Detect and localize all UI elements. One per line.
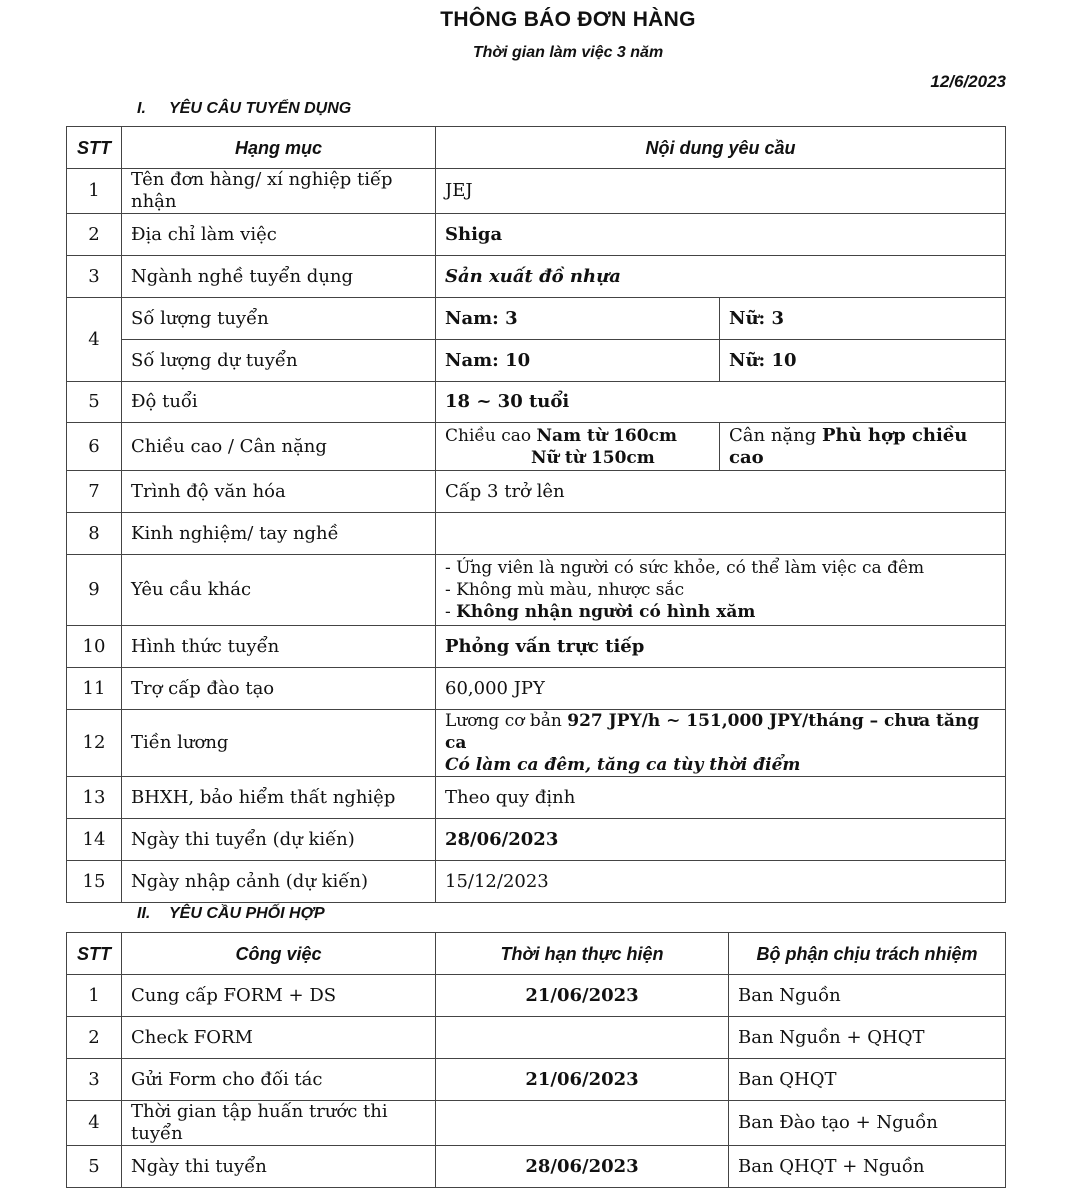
section-2-title: YÊU CẦU PHỐI HỢP xyxy=(169,905,325,922)
row-number: 1 xyxy=(67,975,122,1017)
weight-value: Phù hợp chiều cao xyxy=(729,424,968,468)
column-header-stt: STT xyxy=(67,933,122,975)
table-row xyxy=(67,340,1006,382)
row-number: 9 xyxy=(67,555,122,626)
row-label: Trình độ văn hóa xyxy=(122,471,436,513)
department: Ban Đào tạo + Nguồn xyxy=(729,1101,1006,1146)
coordination-table xyxy=(66,932,1006,1188)
table-row xyxy=(67,513,1006,555)
row-number: 5 xyxy=(67,1146,122,1188)
table-row xyxy=(67,975,1006,1017)
document-date: 12/6/2023 xyxy=(930,72,1006,91)
row-number: 6 xyxy=(67,423,122,471)
salary-details xyxy=(436,710,1006,777)
column-header-category: Hạng mục xyxy=(122,127,436,169)
table-row xyxy=(67,214,1006,256)
row-value: Phỏng vấn trực tiếp xyxy=(436,626,1006,668)
requirement-bullet: - xyxy=(445,602,457,622)
row-number: 1 xyxy=(67,169,122,214)
department: Ban QHQT + Nguồn xyxy=(729,1146,1006,1188)
table-row xyxy=(67,626,1006,668)
table-row xyxy=(67,169,1006,214)
section-2-heading xyxy=(137,905,325,923)
task-name: Check FORM xyxy=(122,1017,436,1059)
section-1-number: I. xyxy=(137,100,146,117)
weight-prefix: Cân nặng xyxy=(729,424,817,446)
row-label: Số lượng tuyển xyxy=(122,298,436,340)
table-row xyxy=(67,471,1006,513)
row-number: 14 xyxy=(67,819,122,861)
table-row xyxy=(67,1101,1006,1146)
salary-value: 927 JPY/h ~ 151,000 JPY/tháng – chưa tăng ca xyxy=(445,711,980,753)
weight-requirement xyxy=(720,423,1006,471)
row-label: Yêu cầu khác xyxy=(122,555,436,626)
male-candidate-count: Nam: 10 xyxy=(436,340,720,382)
row-label: Số lượng dự tuyển xyxy=(122,340,436,382)
female-count: Nữ: 3 xyxy=(720,298,1006,340)
column-header-deadline: Thời hạn thực hiện xyxy=(436,933,729,975)
row-value: Shiga xyxy=(436,214,1006,256)
deadline: 28/06/2023 xyxy=(436,1146,729,1188)
row-number: 12 xyxy=(67,710,122,777)
row-label: Hình thức tuyển xyxy=(122,626,436,668)
row-label: Địa chỉ làm việc xyxy=(122,214,436,256)
recruitment-requirements-table xyxy=(66,126,1006,903)
table-header-row xyxy=(67,127,1006,169)
department: Ban QHQT xyxy=(729,1059,1006,1101)
deadline: 21/06/2023 xyxy=(436,975,729,1017)
row-label: Chiều cao / Cân nặng xyxy=(122,423,436,471)
row-value: 18 ~ 30 tuổi xyxy=(436,382,1006,423)
row-number: 13 xyxy=(67,777,122,819)
table-row xyxy=(67,555,1006,626)
department: Ban Nguồn + QHQT xyxy=(729,1017,1006,1059)
table-row xyxy=(67,710,1006,777)
page-subtitle: Thời gian làm việc 3 năm xyxy=(472,44,664,61)
requirement-line: - Ứng viên là người có sức khỏe, có thể làm việc ca đêm xyxy=(445,558,925,578)
table-row xyxy=(67,382,1006,423)
height-female: Nữ từ 150cm xyxy=(531,447,655,468)
male-count: Nam: 3 xyxy=(436,298,720,340)
row-value: 28/06/2023 xyxy=(436,819,1006,861)
table-row xyxy=(67,1059,1006,1101)
table-row xyxy=(67,298,1006,340)
row-number: 4 xyxy=(67,1101,122,1146)
height-prefix: Chiều cao xyxy=(445,425,532,446)
requirement-line: - Không mù màu, nhược sắc xyxy=(445,580,685,600)
section-1-heading xyxy=(137,100,351,118)
task-name: Thời gian tập huấn trước thi tuyển xyxy=(122,1101,436,1146)
height-male: Nam từ 160cm xyxy=(536,425,677,446)
row-label: Ngày thi tuyển (dự kiến) xyxy=(122,819,436,861)
row-label: BHXH, bảo hiểm thất nghiệp xyxy=(122,777,436,819)
task-name: Gửi Form cho đối tác xyxy=(122,1059,436,1101)
row-label: Kinh nghiệm/ tay nghề xyxy=(122,513,436,555)
column-header-stt: STT xyxy=(67,127,122,169)
task-name: Cung cấp FORM + DS xyxy=(122,975,436,1017)
table-row xyxy=(67,777,1006,819)
deadline xyxy=(436,1017,729,1059)
row-label: Ngày nhập cảnh (dự kiến) xyxy=(122,861,436,903)
table-row xyxy=(67,861,1006,903)
row-number: 7 xyxy=(67,471,122,513)
row-value: Sản xuất đồ nhựa xyxy=(436,256,1006,298)
row-value: 60,000 JPY xyxy=(436,668,1006,710)
height-requirement xyxy=(436,423,720,471)
row-number: 3 xyxy=(67,1059,122,1101)
table-row xyxy=(67,423,1006,471)
section-2-number: II. xyxy=(137,905,151,922)
other-requirements xyxy=(436,555,1006,626)
column-header-requirement: Nội dung yêu cầu xyxy=(436,127,1006,169)
row-label: Độ tuổi xyxy=(122,382,436,423)
table-row xyxy=(67,819,1006,861)
salary-prefix: Lương cơ bản xyxy=(445,711,562,731)
row-value: 15/12/2023 xyxy=(436,861,1006,903)
row-number: 10 xyxy=(67,626,122,668)
female-candidate-count: Nữ: 10 xyxy=(720,340,1006,382)
task-name: Ngày thi tuyển xyxy=(122,1146,436,1188)
row-number: 3 xyxy=(67,256,122,298)
row-value xyxy=(436,513,1006,555)
table-row xyxy=(67,1017,1006,1059)
table-row xyxy=(67,1146,1006,1188)
deadline: 21/06/2023 xyxy=(436,1059,729,1101)
row-number: 8 xyxy=(67,513,122,555)
row-label: Ngành nghề tuyển dụng xyxy=(122,256,436,298)
row-number: 5 xyxy=(67,382,122,423)
row-label: Tên đơn hàng/ xí nghiệp tiếp nhận xyxy=(122,169,436,214)
table-header-row xyxy=(67,933,1006,975)
salary-note: Có làm ca đêm, tăng ca tùy thời điểm xyxy=(445,755,801,775)
row-value: JEJ xyxy=(436,169,1006,214)
deadline xyxy=(436,1101,729,1146)
column-header-department: Bộ phận chịu trách nhiệm xyxy=(729,933,1006,975)
department: Ban Nguồn xyxy=(729,975,1006,1017)
row-label: Trợ cấp đào tạo xyxy=(122,668,436,710)
row-label: Tiền lương xyxy=(122,710,436,777)
table-row xyxy=(67,668,1006,710)
row-value: Theo quy định xyxy=(436,777,1006,819)
page-title: THÔNG BÁO ĐƠN HÀNG xyxy=(440,8,696,31)
row-number: 4 xyxy=(67,298,122,382)
section-1-title: YÊU CÂU TUYỂN DỤNG xyxy=(169,100,352,117)
row-value: Cấp 3 trở lên xyxy=(436,471,1006,513)
column-header-task: Công việc xyxy=(122,933,436,975)
table-row xyxy=(67,256,1006,298)
row-number: 2 xyxy=(67,214,122,256)
row-number: 11 xyxy=(67,668,122,710)
row-number: 2 xyxy=(67,1017,122,1059)
row-number: 15 xyxy=(67,861,122,903)
requirement-line-bold: Không nhận người có hình xăm xyxy=(456,602,756,622)
